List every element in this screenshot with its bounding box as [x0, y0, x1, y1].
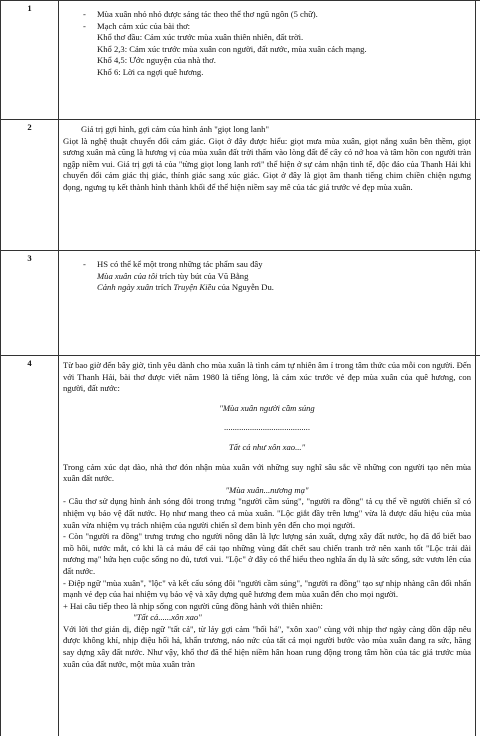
- poem-quote: Tất cả như xôn xao...": [228, 441, 306, 452]
- paragraph: + Hai câu tiếp theo là nhịp sống con người cũng đồng hành với thiên nhiên:: [63, 600, 323, 611]
- list-item: - Mùa xuân nhỏ nhỏ được sáng tác theo thể thơ ngũ ngôn (5 chữ).: [63, 9, 471, 21]
- poem-quote: "Mùa xuân người cầm súng: [219, 402, 315, 413]
- table-row: [1, 120, 476, 251]
- list-item: Mùa xuân của tôi trích tùy bút của Vũ Bằng: [97, 270, 249, 281]
- table-row: [1, 1, 476, 120]
- table-row: [1, 251, 476, 356]
- row-number: 4: [1, 356, 59, 736]
- paragraph: Trong cảm xúc dạt dào, nhà thơ đón nhận mùa xuân với những suy nghĩ sâu sắc về những con người tạo nên mùa xuân đất nước.: [63, 461, 471, 484]
- list-item: Khổ thơ đầu: Cảm xúc trước mùa xuân thiên nhiên, đất trời.: [97, 32, 304, 43]
- list-item: Khổ 4,5: Ước nguyện của nhà thơ.: [97, 55, 216, 66]
- adjacent-column-edge: [476, 0, 480, 736]
- paragraph: - Câu thơ sử dụng hình ảnh sóng đôi trong trưng "người cầm súng", "người ra đồng" tả cụ thể về người chiến sĩ có nhiệm vụ bảo vệ đất nước. Họ như mang theo cả mùa xuân. "Lộc giắt đầy trên lưng" vừa là được dấu hiệu của mùa xuân vừa nhiệm vụ trách nhiệm của người chiến sĩ đem bình yên đến cho mọi người.: [63, 496, 471, 530]
- row-content: [59, 1, 476, 120]
- work-title: Mùa xuân của tôi: [97, 270, 158, 281]
- work-title: Cảnh ngày xuân: [97, 282, 154, 293]
- list-item: - Mạch cảm xúc của bài thơ:: [63, 21, 471, 33]
- paragraph: - Điệp ngữ "mùa xuân", "lộc" và kết cấu sóng đôi "người cầm súng", "người ra đồng" tạo sự nhịp nhàng cân đối nhấn mạnh vẻ đẹp của hai nhiệm vụ bảo vệ và xây dựng quê hương đem mùa xuân đến cho mọi người.: [63, 577, 471, 600]
- work-title: Truyện Kiều: [173, 282, 216, 293]
- row-number: 3: [1, 251, 59, 356]
- poem-quote: "Mùa xuân...nương mạ": [225, 484, 309, 495]
- row-number: 1: [1, 1, 59, 120]
- table-row: [1, 356, 476, 736]
- paragraph: Từ bao giờ đến bây giờ, tình yêu dành cho mùa xuân là tình cảm tự nhiên âm ỉ trong tâm thức của mỗi con người. Đến với Thanh Hải, bài thơ được viết năm 1980 là tiếng lòng, là cảm xúc trước vẻ đẹp mùa xuân của quê hương, con người, đất nước:: [63, 360, 471, 394]
- list-item: - HS có thể kể một trong những tác phẩm sau đây: [63, 259, 471, 271]
- list-item: Cảnh ngày xuân trích Truyện Kiều của Nguyễn Du.: [97, 282, 274, 293]
- section-heading: Giá trị gợi hình, gợi cảm của hình ảnh "giọt long lanh": [81, 124, 269, 134]
- row-content: [59, 120, 476, 251]
- paragraph: Giọt là nghệ thuật chuyển đổi cảm giác. Giọt ở đây được hiểu: giọt mưa mùa xuân, giọt nắng xuân bên thềm, giọt sương xuân mà cũng là hương vị của mùa xuân đất trời thấm vào lòng đất để cây cỏ nở hoa và tâm hồn con người tràn ngập niềm vui. Giá trị gợi tả của "từng giọt long lanh rơi" thể hiện ở sự cảm nhận tinh tế, độc đáo của Thanh Hải khi chuyển đổi cảm giác thị giác, thính giác sang xúc giác. Giọt ở đây là giọt âm thanh tiếng chim chiền chiện ngưng đọng, ngưng tụ kết thành hình thành khối để thể hiện niềm say mê của tác giả trước vẻ đẹp mùa xuân.: [63, 135, 471, 192]
- row-content: [59, 251, 476, 356]
- poem-quote: "Tất cả......xôn xao": [133, 612, 202, 623]
- paragraph: Với lời thơ giản dị, điệp ngữ "tất cả", từ láy gợi cảm "hối hả", "xôn xao" cùng với nhịp thơ ngày càng dồn dập nêu được không khí, nhịp điệu hối hả, khẩn trương, náo nức của tất cả mọi người bước vào mùa xuân đang ra sức, hăng say dựng xây đất nước. Như vậy, khổ thơ đã thể hiện niềm hân hoan rung động trong tâm hồn của tác giả trước mùa xuân của đất nước, một mùa xuân tràn: [63, 623, 471, 669]
- row-number: 2: [1, 120, 59, 251]
- poem-ellipsis: ........................................: [224, 422, 310, 433]
- row-content: [59, 356, 476, 736]
- paragraph: - Còn "người ra đồng" trưng trưng cho người nông dân là lực lượng sản xuất, dựng xây đất nước, họ đã đổ biết bao mồ hôi, nước mắt, có khi là cả máu để cải tạo những vùng đất chết sau chiến tranh trở nên xanh tốt "Lộc trải dài nương mạ" hứa hẹn cuộc sống no đủ, tươi vui. "Lộc" ở đây có thể hiểu theo nghĩa ẩn dụ là sức sống, sức vươn lên của đất nước.: [63, 531, 471, 576]
- list-item: Khổ 2,3: Cảm xúc trước mùa xuân con người, đất nước, mùa xuân cách mạng.: [97, 43, 367, 54]
- list-item: Khổ 6: Lời ca ngợi quê hương.: [97, 66, 204, 77]
